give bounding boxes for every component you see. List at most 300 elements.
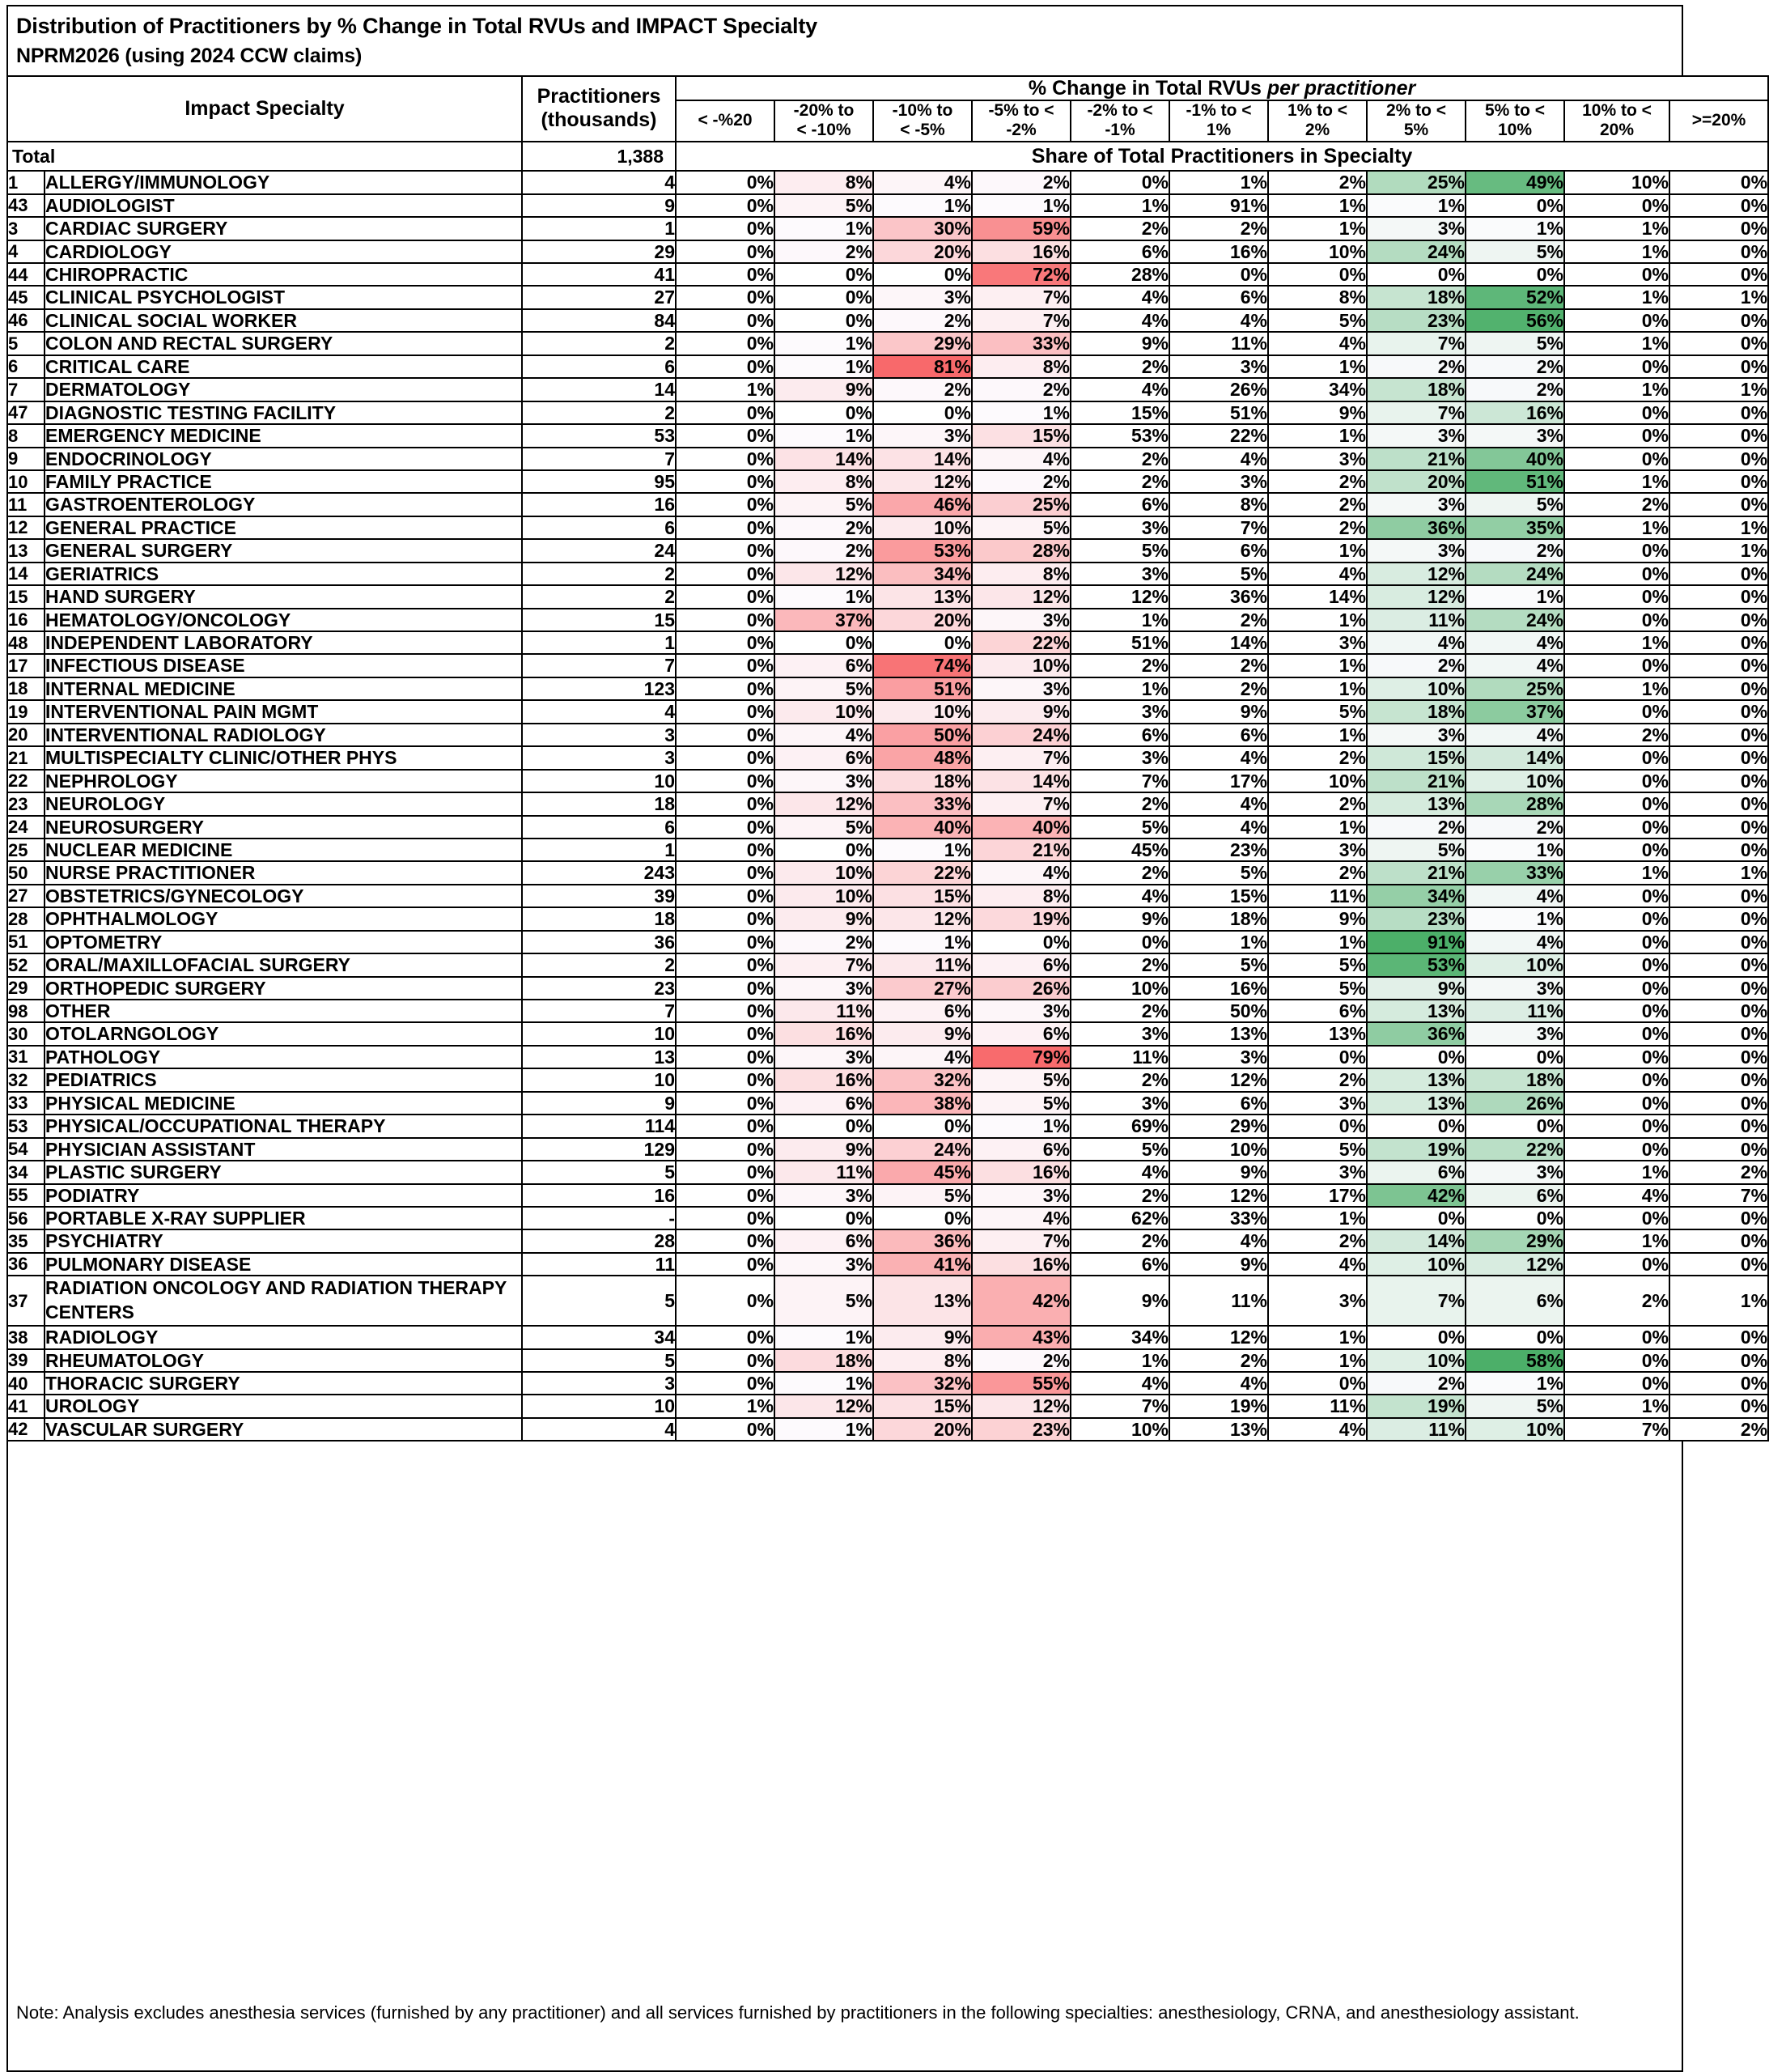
share-cell: 0% bbox=[1564, 194, 1669, 217]
row-index: 42 bbox=[7, 1418, 45, 1441]
share-cell: 6% bbox=[774, 1092, 873, 1115]
row-index: 35 bbox=[7, 1229, 45, 1252]
share-cell: 1% bbox=[873, 931, 972, 953]
share-cell: 2% bbox=[1268, 792, 1367, 815]
row-index: 4 bbox=[7, 240, 45, 263]
specialty-name: OPTOMETRY bbox=[45, 931, 522, 953]
header-bin-7 bbox=[1367, 100, 1466, 141]
share-cell: 9% bbox=[774, 907, 873, 930]
share-cell: 0% bbox=[1669, 470, 1768, 493]
share-cell: 0% bbox=[1564, 885, 1669, 907]
share-cell: 11% bbox=[1268, 1395, 1367, 1417]
share-cell: 0% bbox=[1669, 332, 1768, 355]
specialty-name: INTERNAL MEDICINE bbox=[45, 677, 522, 700]
share-cell: 1% bbox=[1564, 1395, 1669, 1417]
row-index: 12 bbox=[7, 516, 45, 539]
practitioner-count: 2 bbox=[522, 401, 676, 424]
share-cell: 1% bbox=[1564, 470, 1669, 493]
share-cell: 9% bbox=[1268, 401, 1367, 424]
specialty-name: INDEPENDENT LABORATORY bbox=[45, 631, 522, 654]
practitioner-count: 13 bbox=[522, 1046, 676, 1068]
share-cell: 3% bbox=[1268, 448, 1367, 470]
share-cell: 0% bbox=[676, 792, 774, 815]
practitioner-count: 114 bbox=[522, 1115, 676, 1137]
share-cell: 0% bbox=[873, 1115, 972, 1137]
share-cell: 15% bbox=[1169, 885, 1268, 907]
share-cell: 0% bbox=[676, 746, 774, 769]
share-cell: 4% bbox=[1071, 286, 1169, 308]
practitioner-count: 4 bbox=[522, 171, 676, 193]
share-cell: 13% bbox=[1367, 1092, 1466, 1115]
row-index: 3 bbox=[7, 217, 45, 240]
share-cell: 0% bbox=[1669, 1372, 1768, 1395]
share-cell: 13% bbox=[1169, 1418, 1268, 1441]
practitioner-count: 10 bbox=[522, 770, 676, 792]
share-cell: 42% bbox=[972, 1276, 1071, 1326]
share-cell: 0% bbox=[1564, 1372, 1669, 1395]
share-cell: 1% bbox=[1564, 217, 1669, 240]
share-cell: 2% bbox=[1367, 816, 1466, 839]
share-cell: 9% bbox=[972, 700, 1071, 723]
table-row bbox=[7, 1229, 1768, 1252]
share-cell: 0% bbox=[676, 1418, 774, 1441]
share-cell: 0% bbox=[1564, 1068, 1669, 1091]
table-row bbox=[7, 286, 1768, 308]
share-cell: 0% bbox=[1669, 1115, 1768, 1137]
share-cell: 2% bbox=[1071, 217, 1169, 240]
table-row bbox=[7, 1115, 1768, 1137]
table-row bbox=[7, 516, 1768, 539]
share-cell: 9% bbox=[774, 378, 873, 401]
specialty-name: PHYSICAL MEDICINE bbox=[45, 1092, 522, 1115]
share-cell: 0% bbox=[1367, 1326, 1466, 1348]
share-cell: 0% bbox=[676, 839, 774, 861]
share-cell: 1% bbox=[1669, 861, 1768, 884]
share-cell: 0% bbox=[676, 401, 774, 424]
share-cell: 0% bbox=[1669, 1395, 1768, 1417]
specialty-name: PHYSICAL/OCCUPATIONAL THERAPY bbox=[45, 1115, 522, 1137]
share-cell: 2% bbox=[972, 1349, 1071, 1372]
share-cell: 6% bbox=[1071, 724, 1169, 746]
share-cell: 2% bbox=[1669, 1161, 1768, 1183]
share-cell: 1% bbox=[1268, 1326, 1367, 1348]
share-cell: 0% bbox=[1669, 1138, 1768, 1161]
share-cell: 4% bbox=[1564, 1184, 1669, 1207]
share-cell: 0% bbox=[1564, 355, 1669, 378]
share-cell: 16% bbox=[972, 1161, 1071, 1183]
page-title: Distribution of Practitioners by % Change in Total RVUs and IMPACT Specialty bbox=[16, 14, 817, 38]
row-index: 14 bbox=[7, 563, 45, 585]
row-index: 13 bbox=[7, 539, 45, 562]
share-cell: 0% bbox=[1669, 1229, 1768, 1252]
practitioner-count: 123 bbox=[522, 677, 676, 700]
share-cell: 0% bbox=[1564, 977, 1669, 1000]
share-cell: 0% bbox=[1669, 792, 1768, 815]
share-cell: 16% bbox=[774, 1068, 873, 1091]
practitioner-count: 1 bbox=[522, 839, 676, 861]
share-cell: 3% bbox=[972, 1184, 1071, 1207]
practitioner-count: 29 bbox=[522, 240, 676, 263]
share-cell: 0% bbox=[774, 1207, 873, 1229]
share-cell: 1% bbox=[1564, 240, 1669, 263]
header-bin-0 bbox=[676, 100, 774, 141]
share-cell: 0% bbox=[676, 1161, 774, 1183]
share-cell: 0% bbox=[1669, 493, 1768, 516]
share-cell: 0% bbox=[1564, 1326, 1669, 1348]
share-cell: 1% bbox=[1268, 539, 1367, 562]
share-cell: 18% bbox=[873, 770, 972, 792]
share-cell: 29% bbox=[1466, 1229, 1564, 1252]
share-cell: 0% bbox=[1564, 424, 1669, 447]
practitioner-count: 34 bbox=[522, 1326, 676, 1348]
share-cell: 3% bbox=[1367, 493, 1466, 516]
table-row bbox=[7, 240, 1768, 263]
specialty-name: COLON AND RECTAL SURGERY bbox=[45, 332, 522, 355]
share-cell: 1% bbox=[1268, 217, 1367, 240]
share-cell: 6% bbox=[1169, 286, 1268, 308]
share-cell: 53% bbox=[1367, 953, 1466, 976]
share-cell: 10% bbox=[1466, 770, 1564, 792]
share-cell: 1% bbox=[1268, 424, 1367, 447]
specialty-name: GASTROENTEROLOGY bbox=[45, 493, 522, 516]
share-cell: 36% bbox=[1367, 516, 1466, 539]
share-cell: 2% bbox=[1466, 816, 1564, 839]
row-index: 28 bbox=[7, 907, 45, 930]
share-cell: 23% bbox=[1367, 907, 1466, 930]
share-cell: 5% bbox=[1466, 493, 1564, 516]
share-cell: 10% bbox=[1268, 770, 1367, 792]
share-cell: 0% bbox=[1669, 931, 1768, 953]
row-index: 56 bbox=[7, 1207, 45, 1229]
share-cell: 4% bbox=[1071, 309, 1169, 332]
share-cell: 4% bbox=[972, 861, 1071, 884]
row-index: 17 bbox=[7, 654, 45, 677]
row-index: 27 bbox=[7, 885, 45, 907]
share-cell: 1% bbox=[774, 1372, 873, 1395]
share-cell: 23% bbox=[1367, 309, 1466, 332]
share-cell: 12% bbox=[972, 585, 1071, 608]
practitioner-count: 16 bbox=[522, 1184, 676, 1207]
share-cell: 1% bbox=[1268, 194, 1367, 217]
share-cell: 38% bbox=[873, 1092, 972, 1115]
table-row bbox=[7, 1046, 1768, 1068]
share-cell: 1% bbox=[1466, 1372, 1564, 1395]
share-cell: 5% bbox=[1268, 977, 1367, 1000]
share-cell: 4% bbox=[972, 1207, 1071, 1229]
practitioner-count: 16 bbox=[522, 493, 676, 516]
practitioner-count: 9 bbox=[522, 1092, 676, 1115]
share-cell: 4% bbox=[1268, 1253, 1367, 1276]
share-cell: 2% bbox=[1564, 1276, 1669, 1326]
share-cell: 0% bbox=[1268, 1046, 1367, 1068]
share-cell: 2% bbox=[1564, 493, 1669, 516]
share-cell: 8% bbox=[972, 563, 1071, 585]
share-cell: 1% bbox=[774, 217, 873, 240]
share-cell: 11% bbox=[1169, 332, 1268, 355]
specialty-name: FAMILY PRACTICE bbox=[45, 470, 522, 493]
share-cell: 3% bbox=[1268, 1092, 1367, 1115]
share-cell: 1% bbox=[1564, 332, 1669, 355]
share-cell: 1% bbox=[774, 1418, 873, 1441]
table-row bbox=[7, 931, 1768, 953]
share-cell: 19% bbox=[1367, 1395, 1466, 1417]
share-cell: 7% bbox=[1169, 516, 1268, 539]
share-cell: 15% bbox=[873, 885, 972, 907]
specialty-name: ALLERGY/IMMUNOLOGY bbox=[45, 171, 522, 193]
share-cell: 0% bbox=[1564, 746, 1669, 769]
share-cell: 0% bbox=[1564, 931, 1669, 953]
row-index: 53 bbox=[7, 1115, 45, 1137]
table-row bbox=[7, 1253, 1768, 1276]
specialty-name: CHIROPRACTIC bbox=[45, 263, 522, 286]
share-cell: 0% bbox=[1669, 953, 1768, 976]
specialty-name: GENERAL PRACTICE bbox=[45, 516, 522, 539]
share-cell: 0% bbox=[676, 585, 774, 608]
specialty-name: PSYCHIATRY bbox=[45, 1229, 522, 1252]
table-row bbox=[7, 724, 1768, 746]
share-cell: 59% bbox=[972, 217, 1071, 240]
header-bin-line2: 5% bbox=[1403, 121, 1429, 140]
share-cell: 20% bbox=[873, 1418, 972, 1441]
share-cell: 2% bbox=[774, 516, 873, 539]
specialty-name: DERMATOLOGY bbox=[45, 378, 522, 401]
share-cell: 2% bbox=[1466, 378, 1564, 401]
share-cell: 19% bbox=[1367, 1138, 1466, 1161]
practitioner-count: 1 bbox=[522, 631, 676, 654]
share-cell: 3% bbox=[1071, 1092, 1169, 1115]
header-bin-line1: 10% to < bbox=[1582, 101, 1652, 121]
share-cell: 22% bbox=[1169, 424, 1268, 447]
share-cell: 0% bbox=[676, 609, 774, 631]
share-cell: 1% bbox=[1466, 217, 1564, 240]
table-row bbox=[7, 1092, 1768, 1115]
share-cell: 10% bbox=[972, 654, 1071, 677]
practitioner-count: 5 bbox=[522, 1276, 676, 1326]
share-cell: 13% bbox=[1367, 1000, 1466, 1022]
header-bin-line1: 5% to < bbox=[1484, 101, 1546, 121]
share-cell: 53% bbox=[1071, 424, 1169, 447]
share-cell: 9% bbox=[774, 1138, 873, 1161]
share-cell: 2% bbox=[1071, 470, 1169, 493]
share-cell: 36% bbox=[1367, 1022, 1466, 1045]
share-cell: 0% bbox=[676, 1068, 774, 1091]
share-cell: 8% bbox=[1268, 286, 1367, 308]
practitioner-count: 4 bbox=[522, 1418, 676, 1441]
share-cell: 0% bbox=[1564, 700, 1669, 723]
share-cell: 6% bbox=[1071, 240, 1169, 263]
share-cell: 3% bbox=[972, 677, 1071, 700]
header-bin-line2: 10% bbox=[1497, 121, 1533, 140]
practitioner-count: 7 bbox=[522, 654, 676, 677]
share-cell: 8% bbox=[774, 171, 873, 193]
table-row bbox=[7, 609, 1768, 631]
share-cell: 7% bbox=[1367, 401, 1466, 424]
share-cell: 33% bbox=[873, 792, 972, 815]
specialty-name: OTOLARNGOLOGY bbox=[45, 1022, 522, 1045]
share-cell: 29% bbox=[873, 332, 972, 355]
share-cell: 45% bbox=[873, 1161, 972, 1183]
share-cell: 5% bbox=[1466, 1395, 1564, 1417]
share-cell: 1% bbox=[1564, 286, 1669, 308]
share-cell: 34% bbox=[1071, 1326, 1169, 1348]
share-cell: 2% bbox=[1669, 1418, 1768, 1441]
share-cell: 3% bbox=[873, 424, 972, 447]
share-cell: 26% bbox=[1169, 378, 1268, 401]
table-row bbox=[7, 355, 1768, 378]
share-cell: 37% bbox=[774, 609, 873, 631]
table-row bbox=[7, 1372, 1768, 1395]
header-bin-line1: >=20% bbox=[1691, 111, 1746, 130]
specialty-name: GENERAL SURGERY bbox=[45, 539, 522, 562]
row-index: 54 bbox=[7, 1138, 45, 1161]
share-cell: 25% bbox=[1367, 171, 1466, 193]
row-index: 9 bbox=[7, 448, 45, 470]
practitioner-count: 14 bbox=[522, 378, 676, 401]
share-cell: 0% bbox=[676, 1000, 774, 1022]
share-cell: 0% bbox=[1669, 309, 1768, 332]
share-cell: 1% bbox=[1564, 677, 1669, 700]
share-cell: 0% bbox=[1669, 355, 1768, 378]
share-cell: 34% bbox=[873, 563, 972, 585]
header-practitioners bbox=[522, 76, 676, 142]
share-cell: 1% bbox=[774, 355, 873, 378]
share-cell: 0% bbox=[676, 563, 774, 585]
share-cell: 2% bbox=[1071, 953, 1169, 976]
share-cell: 7% bbox=[1071, 770, 1169, 792]
specialty-name: OBSTETRICS/GYNECOLOGY bbox=[45, 885, 522, 907]
share-cell: 33% bbox=[1169, 1207, 1268, 1229]
share-cell: 69% bbox=[1071, 1115, 1169, 1137]
share-cell: 0% bbox=[1669, 907, 1768, 930]
table-row bbox=[7, 332, 1768, 355]
practitioner-count: 2 bbox=[522, 563, 676, 585]
header-bin-line1: -10% to bbox=[892, 101, 953, 121]
share-cell: 27% bbox=[873, 977, 972, 1000]
share-cell: 32% bbox=[873, 1068, 972, 1091]
share-cell: 6% bbox=[1466, 1184, 1564, 1207]
share-cell: 9% bbox=[1071, 907, 1169, 930]
practitioner-count: 5 bbox=[522, 1349, 676, 1372]
specialty-name: NURSE PRACTITIONER bbox=[45, 861, 522, 884]
share-cell: 0% bbox=[1669, 217, 1768, 240]
row-index: 15 bbox=[7, 585, 45, 608]
share-cell: 6% bbox=[1367, 1161, 1466, 1183]
share-cell: 6% bbox=[1268, 1000, 1367, 1022]
row-index: 44 bbox=[7, 263, 45, 286]
share-cell: 5% bbox=[1169, 953, 1268, 976]
share-cell: 0% bbox=[676, 424, 774, 447]
share-cell: 26% bbox=[972, 977, 1071, 1000]
share-cell: 1% bbox=[1169, 171, 1268, 193]
share-cell: 2% bbox=[1071, 861, 1169, 884]
table-row bbox=[7, 424, 1768, 447]
share-cell: 1% bbox=[1071, 677, 1169, 700]
share-cell: 0% bbox=[676, 1229, 774, 1252]
share-cell: 0% bbox=[676, 516, 774, 539]
share-cell: 0% bbox=[1367, 1046, 1466, 1068]
share-cell: 2% bbox=[873, 378, 972, 401]
share-cell: 81% bbox=[873, 355, 972, 378]
share-cell: 0% bbox=[1564, 563, 1669, 585]
share-cell: 0% bbox=[1669, 1022, 1768, 1045]
share-cell: 0% bbox=[1564, 654, 1669, 677]
share-cell: 12% bbox=[774, 792, 873, 815]
share-cell: 24% bbox=[873, 1138, 972, 1161]
share-cell: 2% bbox=[1071, 448, 1169, 470]
specialty-name: OTHER bbox=[45, 1000, 522, 1022]
share-cell: 0% bbox=[676, 1326, 774, 1348]
share-cell: 5% bbox=[1268, 700, 1367, 723]
share-cell: 72% bbox=[972, 263, 1071, 286]
share-cell: 22% bbox=[972, 631, 1071, 654]
share-cell: 0% bbox=[676, 1046, 774, 1068]
table-row bbox=[7, 171, 1768, 193]
share-cell: 0% bbox=[1669, 1326, 1768, 1348]
specialty-name: MULTISPECIALTY CLINIC/OTHER PHYS bbox=[45, 746, 522, 769]
share-cell: 0% bbox=[1466, 1115, 1564, 1137]
share-cell: 12% bbox=[1071, 585, 1169, 608]
share-cell: 13% bbox=[1367, 1068, 1466, 1091]
header-practitioners-line1: Practitioners bbox=[537, 85, 661, 108]
share-cell: 0% bbox=[676, 907, 774, 930]
share-cell: 14% bbox=[774, 448, 873, 470]
practitioner-count: 11 bbox=[522, 1253, 676, 1276]
share-cell: 11% bbox=[1367, 609, 1466, 631]
specialty-name: PHYSICIAN ASSISTANT bbox=[45, 1138, 522, 1161]
share-cell: 1% bbox=[1268, 654, 1367, 677]
share-cell: 0% bbox=[1564, 907, 1669, 930]
share-cell: 1% bbox=[1169, 931, 1268, 953]
practitioner-count: 95 bbox=[522, 470, 676, 493]
share-cell: 2% bbox=[1268, 1229, 1367, 1252]
share-cell: 33% bbox=[972, 332, 1071, 355]
specialty-name: ORTHOPEDIC SURGERY bbox=[45, 977, 522, 1000]
share-cell: 5% bbox=[972, 1092, 1071, 1115]
practitioner-count: 24 bbox=[522, 539, 676, 562]
share-cell: 1% bbox=[1268, 1349, 1367, 1372]
share-cell: 1% bbox=[1564, 516, 1669, 539]
practitioner-count: 10 bbox=[522, 1395, 676, 1417]
practitioner-count: 7 bbox=[522, 448, 676, 470]
table-row bbox=[7, 839, 1768, 861]
header-bin-6 bbox=[1268, 100, 1367, 141]
row-index: 36 bbox=[7, 1253, 45, 1276]
share-cell: 33% bbox=[1466, 861, 1564, 884]
share-cell: 0% bbox=[1669, 724, 1768, 746]
share-cell: 11% bbox=[1466, 1000, 1564, 1022]
row-index: 23 bbox=[7, 792, 45, 815]
share-cell: 0% bbox=[1564, 839, 1669, 861]
share-cell: 7% bbox=[774, 953, 873, 976]
share-cell: 42% bbox=[1367, 1184, 1466, 1207]
share-cell: 41% bbox=[873, 1253, 972, 1276]
table-row bbox=[7, 1138, 1768, 1161]
practitioner-count: 9 bbox=[522, 194, 676, 217]
row-index: 5 bbox=[7, 332, 45, 355]
share-cell: 19% bbox=[972, 907, 1071, 930]
specialty-name: PULMONARY DISEASE bbox=[45, 1253, 522, 1276]
share-cell: 32% bbox=[873, 1372, 972, 1395]
header-bin-line2: 20% bbox=[1599, 121, 1635, 140]
share-cell: 0% bbox=[676, 309, 774, 332]
table-row bbox=[7, 977, 1768, 1000]
share-cell: 3% bbox=[774, 977, 873, 1000]
share-cell: 3% bbox=[1071, 563, 1169, 585]
share-cell: 2% bbox=[1268, 493, 1367, 516]
share-cell: 3% bbox=[1268, 839, 1367, 861]
header-bin-line2: 1% bbox=[1206, 121, 1232, 140]
row-index: 21 bbox=[7, 746, 45, 769]
